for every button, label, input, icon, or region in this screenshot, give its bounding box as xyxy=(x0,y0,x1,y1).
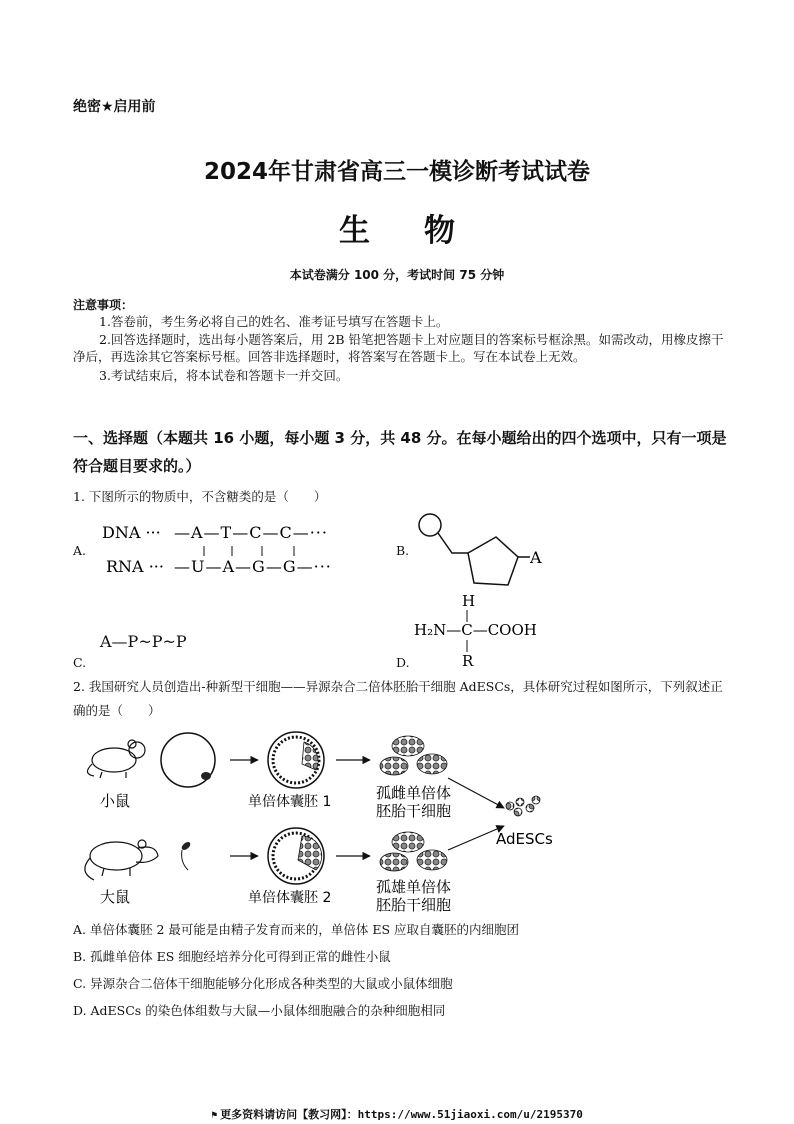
amino-r: R xyxy=(462,652,474,670)
option-b-label: B. xyxy=(396,543,410,558)
amino-acid-structure xyxy=(412,590,552,670)
dna-sequence: —A—T—C—C—··· xyxy=(174,523,328,542)
bond-line xyxy=(438,533,468,553)
exam-title: 2024年甘肃省高三一模诊断考试试卷 xyxy=(203,159,590,185)
adescs-cells-icon xyxy=(506,796,540,816)
egg-cell-icon xyxy=(161,733,215,787)
base-pair-bonds xyxy=(204,546,294,556)
female-es-label-line1: 孤雌单倍体 xyxy=(376,784,452,802)
mouse-icon xyxy=(87,740,145,778)
dna-label: DNA ··· xyxy=(102,523,161,542)
section-heading: 一、选择题（本题共 16 小题，每小题 3 分，共 48 分。在每小题给出的四个选项中，只有一项是符合题目要求的。） xyxy=(73,429,727,475)
female-es-cells-icon xyxy=(380,736,447,775)
male-es-label-line1: 孤雄单倍体 xyxy=(376,878,452,896)
dna-rna-diagram xyxy=(96,518,366,582)
rat-label: 大鼠 xyxy=(100,888,131,906)
atp-formula: A—P~P~P xyxy=(100,632,187,651)
question-2-choice-a: A. 单倍体囊胚 2 最可能是由精子发育而来的，单倍体 ES 应取自囊胚的内细胞团 xyxy=(73,922,520,937)
phosphate-circle xyxy=(419,514,441,536)
blastocyst-1-icon xyxy=(268,732,324,788)
male-es-label-line2: 胚胎干细胞 xyxy=(376,896,452,914)
notice-item: 1.答卷前，考生务必将自己的姓名、准考证号填写在答题卡上。 xyxy=(99,314,449,329)
question-2-stem: 2. 我国研究人员创造出-种新型干细胞——异源杂合二倍体胚胎干细胞 AdESCs，具体研究过程如图所示，下列叙述正确的是（ ） xyxy=(73,679,723,718)
rna-label: RNA ··· xyxy=(106,557,164,576)
subject-title: 生物 xyxy=(339,213,509,249)
question-2-choice-b: B. 孤雌单倍体 ES 细胞经培养分化可得到正常的雌性小鼠 xyxy=(73,949,391,964)
option-d-label: D. xyxy=(396,655,410,670)
notice-heading: 注意事项： xyxy=(73,298,134,312)
arrow-icon xyxy=(448,778,504,808)
flag-icon: ⚑ xyxy=(211,1110,218,1121)
option-a-label: A. xyxy=(73,543,87,558)
confidential-mark: 绝密★启用前 xyxy=(73,99,156,115)
footer-link[interactable] xyxy=(0,1106,794,1122)
female-es-label-line2: 胚胎干细胞 xyxy=(376,802,452,820)
pentose-ring xyxy=(468,537,518,585)
question-2-choice-d: D. AdESCs 的染色体组数与大鼠—小鼠体细胞融合的杂种细胞相同 xyxy=(73,1003,446,1018)
question-1-stem: 1. 下图所示的物质中，不含糖类的是（ ） xyxy=(73,489,327,504)
sperm-icon xyxy=(180,840,192,870)
blastocyst-2-label: 单倍体囊胚 2 xyxy=(248,890,332,906)
notice-item: 2.回答选择题时，选出每小题答案后，用 2B 铅笔把答题卡上对应题目的答案标号框涂黑。如需改动，用橡皮擦干净后，再选涂其它答案标号框。回答非选择题时，将答案写在答题卡上。写在本试卷上无效。 xyxy=(73,332,724,364)
footer-text: 更多资料请访问【教习网】：https://www.51jiaoxi.com/u/2195370 xyxy=(220,1108,583,1121)
notice-item: 3.考试结束后，将本试卷和答题卡一并交回。 xyxy=(99,368,349,383)
mouse-label: 小鼠 xyxy=(100,792,131,810)
amino-h: H xyxy=(462,592,476,610)
base-label: A xyxy=(530,548,542,567)
rna-sequence: —U—A—G—G—··· xyxy=(174,557,332,576)
rat-icon xyxy=(85,840,158,880)
male-es-cells-icon xyxy=(380,832,447,871)
adescs-process-figure xyxy=(80,730,580,914)
blastocyst-2-icon xyxy=(268,828,324,884)
blastocyst-1-label: 单倍体囊胚 1 xyxy=(248,794,332,810)
nucleotide-structure-diagram xyxy=(412,505,552,595)
score-time-line: 本试卷满分 100 分，考试时间 75 分钟 xyxy=(289,268,505,282)
adescs-label: AdESCs xyxy=(496,830,553,848)
question-2-choice-c: C. 异源杂合二倍体干细胞能够分化形成各种类型的大鼠或小鼠体细胞 xyxy=(73,976,453,991)
amino-backbone: H₂N—C—COOH xyxy=(414,621,537,639)
option-c-label: C. xyxy=(73,655,87,670)
